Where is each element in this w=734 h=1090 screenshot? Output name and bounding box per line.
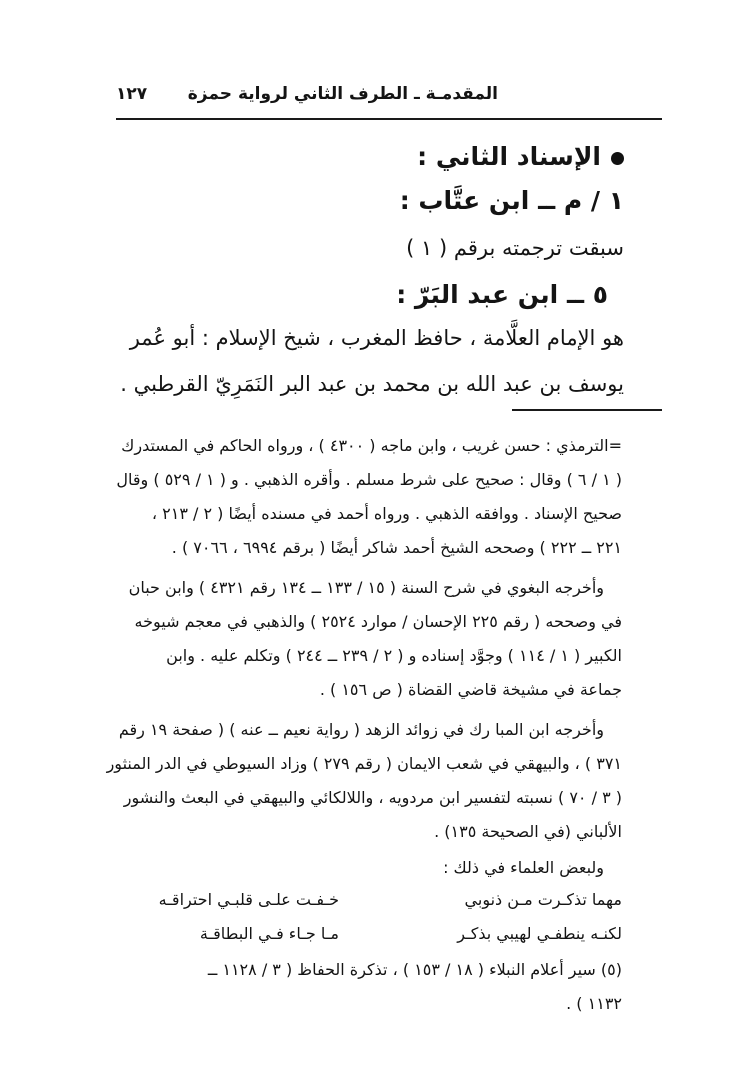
footnote-line: ١١٣٢ ) . xyxy=(566,994,622,1013)
verse-hemistich-right: مهما تذكـرت مـن ذنوبي xyxy=(464,890,622,909)
entry-text: سبقت ترجمته برقم ( ١ ) xyxy=(406,236,624,260)
entry-text-line: يوسف بن عبد الله بن محمد بن عبد البر النَمَرِيّ القرطبي . xyxy=(120,372,624,396)
footnote-line: صحيح الإسناد . ووافقه الذهبي . ورواه أحمد في مسنده أيضًا ( ٢ / ٢١٣ ، xyxy=(151,504,622,523)
footnote-line: وأخرجه البغوي في شرح السنة ( ١٥ / ١٣٣ ــ ١٣٤ رقم ٤٣٢١ ) وابن حبان xyxy=(128,578,604,597)
footnote-line: ( ١ / ٦ ) وقال : صحيح على شرط مسلم . وأقره الذهبي . و ( ١ / ٥٢٩ ) وقال xyxy=(116,470,622,489)
footnote-line: جماعة في مشيخة قاضي القضاة ( ص ١٥٦ ) . xyxy=(319,680,622,699)
bullet-icon xyxy=(611,152,624,165)
footnote-line: ٢٢١ ــ ٢٢٢ ) وصححه الشيخ أحمد شاكر أيضًا ( برقم ٦٩٩٤ ، ٧٠٦٦ ) . xyxy=(171,538,622,557)
section-heading xyxy=(417,142,624,171)
footnote-line: =الترمذي : حسن غريب ، وابن ماجه ( ٤٣٠٠ ) ، ورواه الحاكم في المستدرك xyxy=(121,436,622,455)
verse-hemistich-left: خـفـت علـى قلبـي احتراقـه xyxy=(158,890,339,909)
footnote-separator xyxy=(512,409,662,411)
entry-heading: ٥ ــ ابن عبد البَرّ : xyxy=(396,280,608,309)
footnote-line: ولبعض العلماء في ذلك : xyxy=(443,858,604,877)
footnote-line: الألباني (في الصحيحة ١٣٥) . xyxy=(434,822,622,841)
entry-heading: ١ / م ــ ابن عتَّاب : xyxy=(399,186,624,215)
footnote-line: ٣٧١ ) ، والبيهقي في شعب الايمان ( رقم ٢٧٩ ) وزاد السيوطي في الدر المنثور xyxy=(106,754,622,773)
footnote-line: الكبير ( ١ / ١١٤ ) وجوَّد إسناده و ( ٢ / ٢٣٩ ــ ٢٤٤ ) وتكلم عليه . وابن xyxy=(166,646,622,665)
header-divider xyxy=(116,118,662,120)
footnote-line: ( ٣ / ٧٠ ) نسبته لتفسير ابن مردويه ، واللالكائي والبيهقي في البعث والنشور xyxy=(123,788,622,807)
footnote-line: وأخرجه ابن المبا رك في زوائد الزهد ( رواية نعيم ــ عنه ) ( صفحة ١٩ رقم xyxy=(118,720,604,739)
page-number: ١٢٧ xyxy=(116,84,148,104)
running-header-title: المقدمـة ـ الطرف الثاني لرواية حمزة xyxy=(187,84,498,104)
section-heading-text: الإسناد الثاني : xyxy=(417,142,601,171)
verse-hemistich-right: لكنـه ينطفـي لهيبي بذكـر xyxy=(457,924,622,943)
footnote-line: (٥) سير أعلام النبلاء ( ١٨ / ١٥٣ ) ، تذكرة الحفاظ ( ٣ / ١١٢٨ ــ xyxy=(207,960,622,979)
entry-text-line: هو الإمام العلَّامة ، حافظ المغرب ، شيخ الإسلام : أبو عُمر xyxy=(129,326,624,350)
footnote-line: في وصححه ( رقم ٢٢٥ الإحسان / موارد ٢٥٢٤ ) والذهبي في معجم شيوخه xyxy=(134,612,622,631)
verse-hemistich-left: مـا جـاء فـي البطاقـة xyxy=(199,924,339,943)
